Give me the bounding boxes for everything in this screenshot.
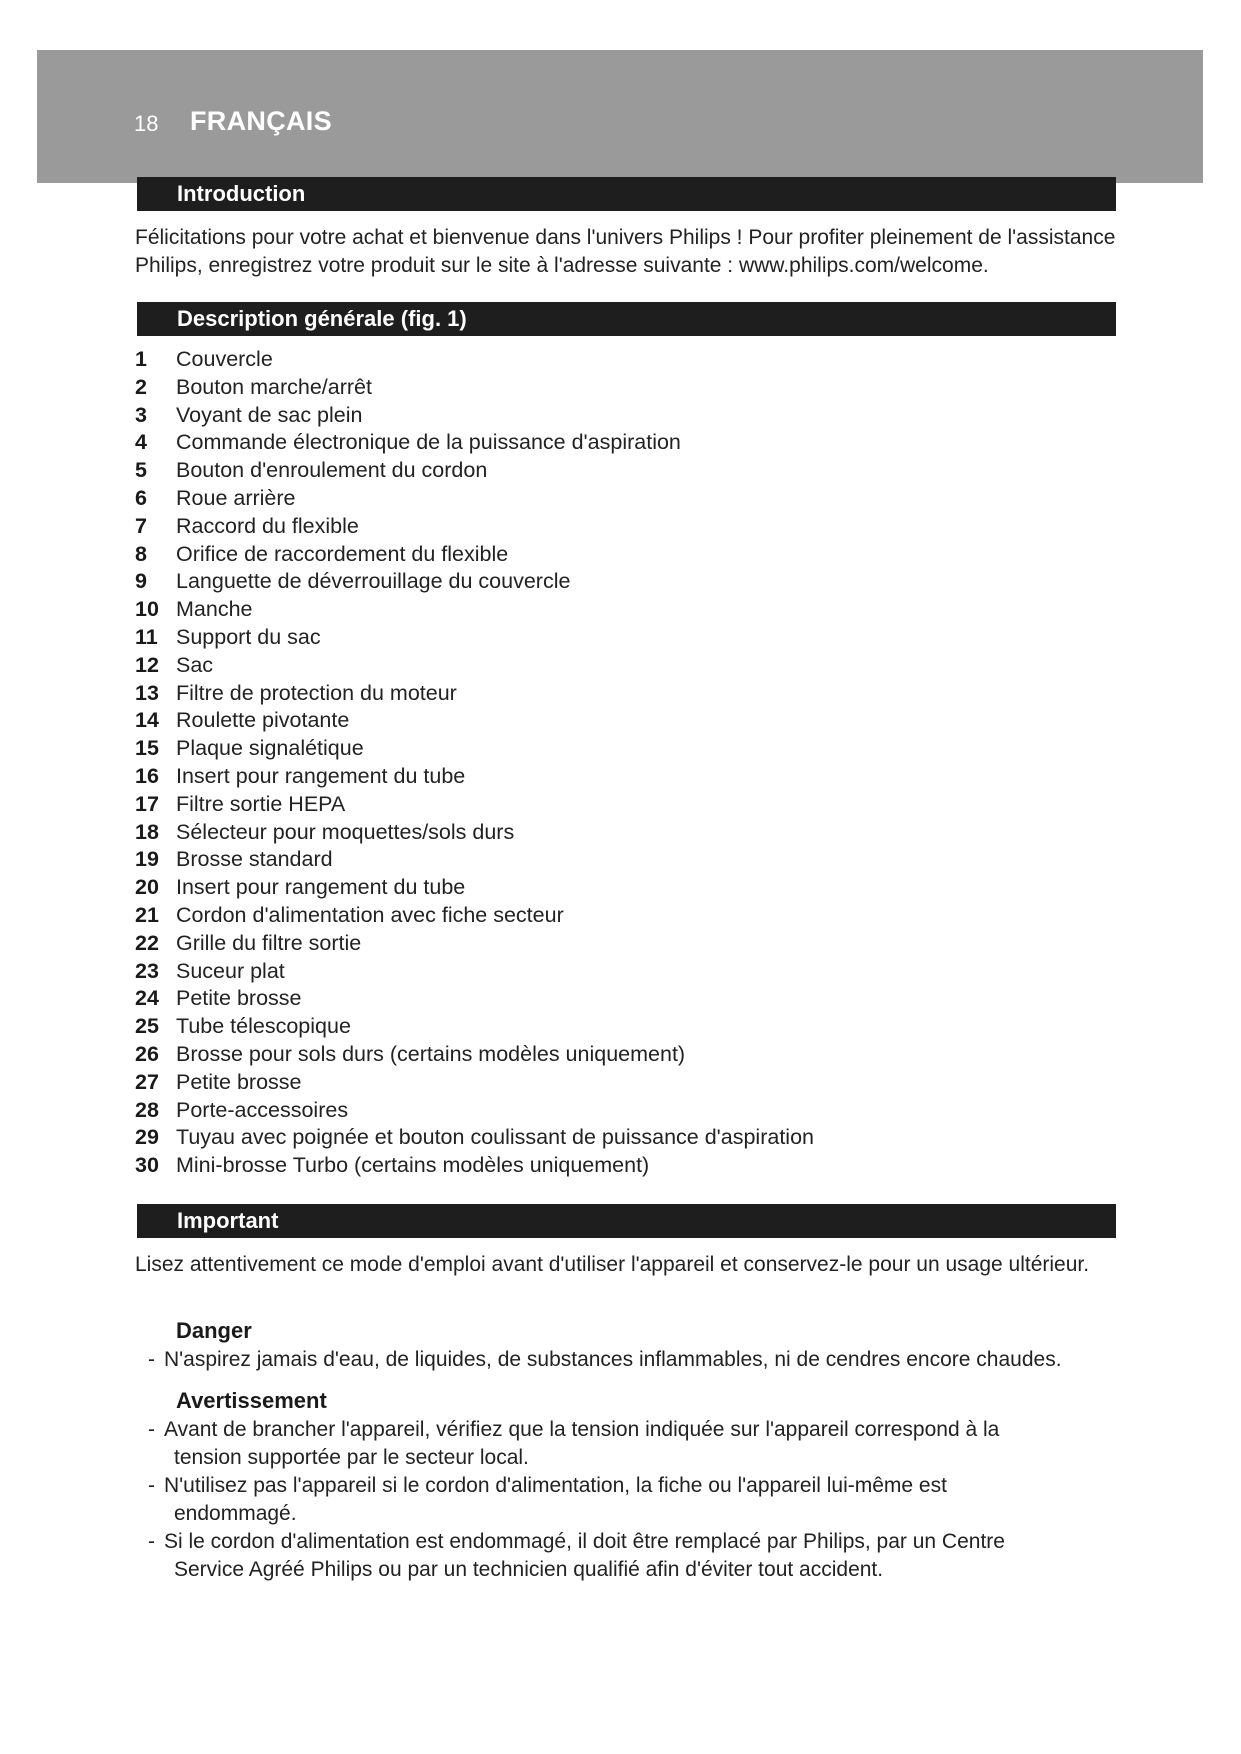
important-intro-text: Lisez attentivement ce mode d'emploi avant d'utiliser l'appareil et conservez-le pour un usage ultérieur. [135,1253,1090,1276]
list-item: 20 Insert pour rangement du tube [135,875,466,900]
list-item: 14 Roulette pivotante [135,708,350,733]
list-item: 28 Porte-accessoires [135,1097,349,1122]
list-item: 11 Support du sac [135,624,321,649]
list-item: 15 Plaque signalétique [135,736,364,761]
list-item: 7 Raccord du flexible [135,513,359,538]
list-item: 12 Sac [135,652,214,677]
list-item: 29 Tuyau avec poignée et bouton coulissant de puissance d'aspiration [135,1125,814,1150]
list-item: 27 Petite brosse [135,1069,302,1094]
warning-bullet: - Avant de brancher l'appareil, vérifiez que la tension indiquée sur l'appareil correspond à la tension supportée par le secteur local. [148,1418,1000,1469]
list-item: 24 Petite brosse [135,986,302,1011]
list-item: 19 Brosse standard [135,847,333,872]
warning-heading: Avertissement [176,1388,327,1413]
warning-bullet: - Si le cordon d'alimentation est endommagé, il doit être remplacé par Philips, par un Centre Service Agréé Philips ou par un technicien qualifié afin d'éviter tout accident. [148,1530,1005,1581]
list-item: 8 Orifice de raccordement du flexible [135,541,509,566]
list-item: 17 Filtre sortie HEPA [135,791,346,816]
danger-heading: Danger [176,1318,252,1343]
language-title: FRANÇAIS [190,106,332,136]
list-item: 13 Filtre de protection du moteur [135,680,457,705]
list-item: 30 Mini-brosse Turbo (certains modèles uniquement) [135,1153,650,1178]
section-bar-important: Important [137,1204,1116,1238]
list-item: 6 Roue arrière [135,485,296,510]
list-item: 22 Grille du filtre sortie [135,930,362,955]
list-item: 23 Suceur plat [135,958,285,983]
list-item: 5 Bouton d'enroulement du cordon [135,458,488,483]
list-item: 2 Bouton marche/arrêt [135,374,372,399]
page-number: 18 [134,111,159,136]
list-item: 25 Tube télescopique [135,1014,351,1039]
danger-bullet: - N'aspirez jamais d'eau, de liquides, de substances inflammables, ni de cendres encore chaudes. [148,1348,1062,1371]
list-item: 9 Languette de déverrouillage du couvercle [135,569,571,594]
list-item: 10 Manche [135,597,253,622]
list-item: 26 Brosse pour sols durs (certains modèles uniquement) [135,1041,686,1066]
introduction-text: Félicitations pour votre achat et bienvenue dans l'univers Philips ! Pour profiter pleinement de l'assistance Philips, enregistrez votre produit sur le site à l'adresse suivante : www.philips.com/welcome. [135,226,1116,277]
list-item: 4 Commande électronique de la puissance d'aspiration [135,430,681,455]
list-item: 18 Sélecteur pour moquettes/sols durs [135,819,515,844]
list-item: 1 Couvercle [135,347,273,371]
section-bar-introduction: Introduction [137,177,1116,211]
list-item: 16 Insert pour rangement du tube [135,763,466,788]
section-bar-description: Description générale (fig. 1) [137,302,1116,336]
parts-list [135,346,814,1180]
warning-bullet: - N'utilisez pas l'appareil si le cordon d'alimentation, la fiche ou l'appareil lui-même est endommagé. [148,1474,947,1525]
list-item: 3 Voyant de sac plein [135,402,363,427]
list-item: 21 Cordon d'alimentation avec fiche secteur [135,902,564,927]
